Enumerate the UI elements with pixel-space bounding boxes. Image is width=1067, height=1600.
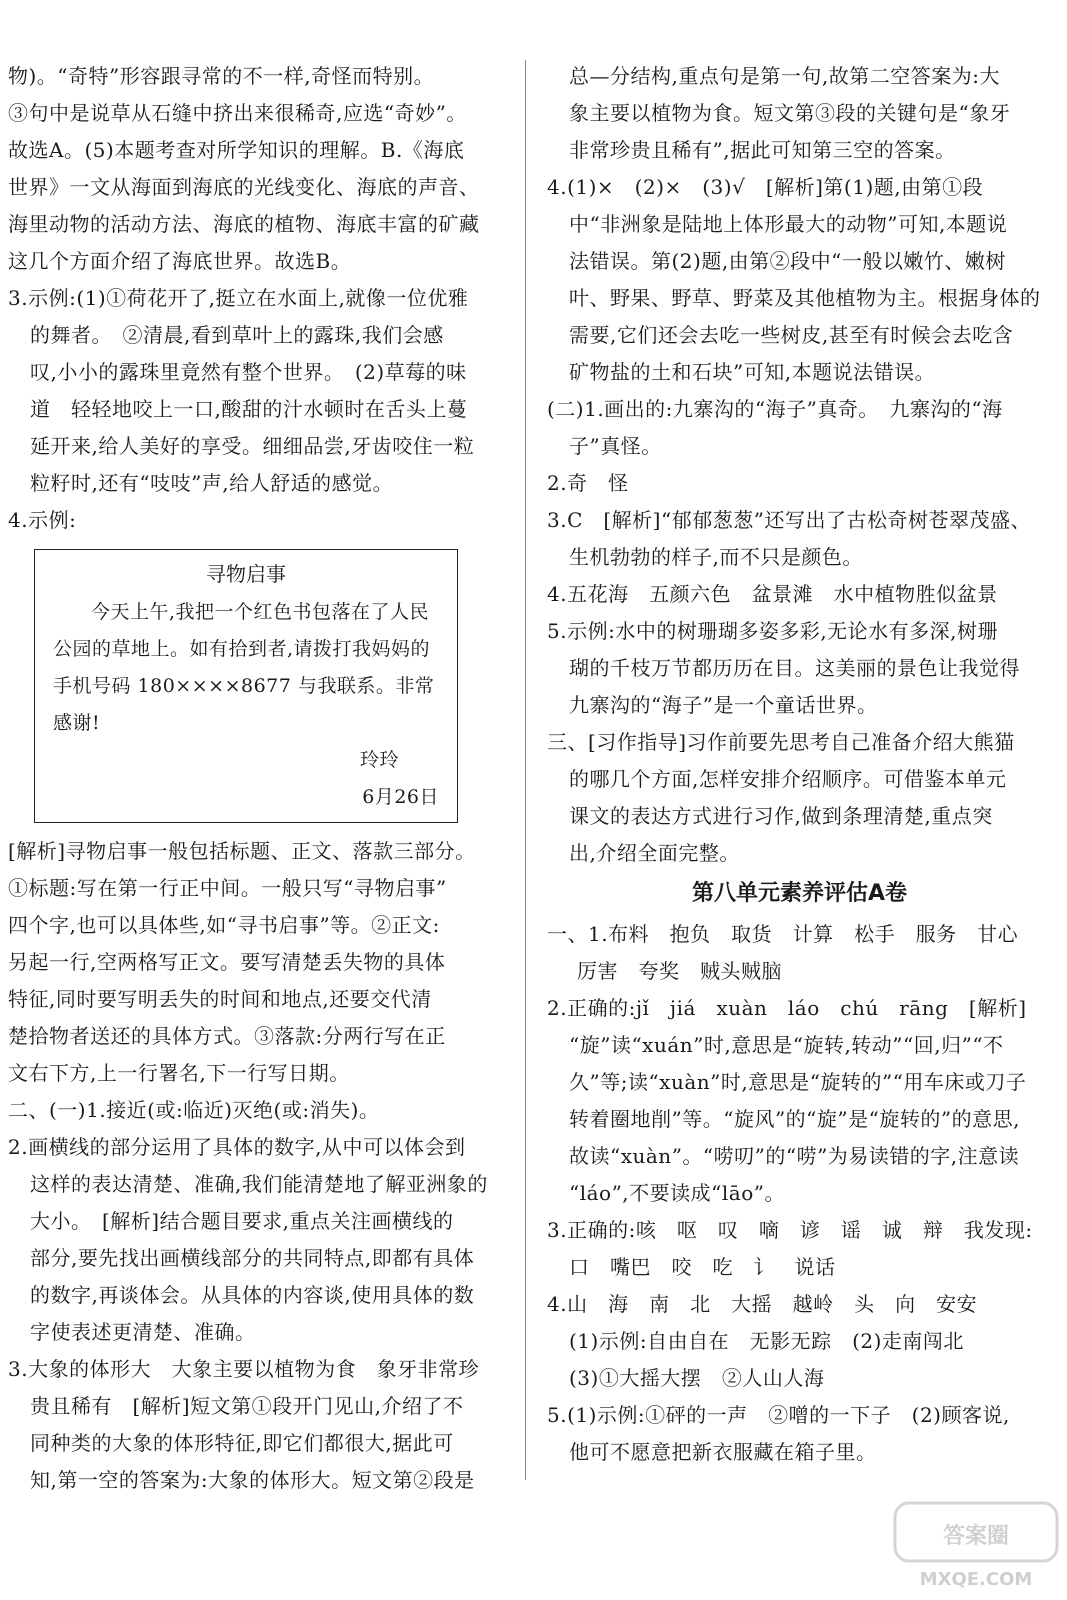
text-line: 一、1.布料 抱负 取货 计算 松手 服务 甘心: [547, 922, 1019, 946]
text-line: 3.示例:(1)①荷花开了,挺立在水面上,就像一位优雅: [8, 286, 469, 310]
text-line: 故读“xuàn”。“唠叨”的“唠”为易读错的字,注意读: [569, 1144, 1020, 1168]
notice-line: 感谢!: [53, 712, 101, 734]
text-line: 出,介绍全面完整。: [569, 841, 740, 865]
text-line: 粒籽时,还有“吱吱”声,给人舒适的感觉。: [30, 471, 394, 495]
text-line: 4.示例:: [8, 508, 77, 532]
text-line: 同种类的大象的体形特征,即它们都很大,据此可: [30, 1431, 454, 1455]
text-line: 总—分结构,重点句是第一句,故第二空答案为:大: [569, 64, 1000, 88]
notice-line: 公园的草地上。如有拾到者,请拨打我妈妈的: [53, 638, 431, 660]
text-line: 四个字,也可以具体些,如“寻书启事”等。②正文:: [8, 913, 440, 937]
left-column: [8, 58, 508, 1499]
text-line: 口 嘴巴 咬 吃 讠 说话: [569, 1255, 836, 1279]
text-line: 知,第一空的答案为:大象的体形大。短文第②段是: [30, 1468, 475, 1492]
text-line: 另起一行,空两格写正文。要写清楚丢失物的具体: [8, 950, 446, 974]
text-line: “láo”,不要读成“lāo”。: [569, 1181, 785, 1205]
text-line: 部分,要先找出画横线部分的共同特点,即都有具体: [30, 1246, 475, 1270]
text-line: 子”真怪。: [569, 434, 662, 458]
text-line: 生机勃勃的样子,而不只是颜色。: [569, 545, 863, 569]
notice-date: 6月26日: [362, 786, 439, 808]
right-column: [547, 58, 1052, 1471]
text-line: ③句中是说草从石缝中挤出来很稀奇,应选“奇妙”。: [8, 101, 467, 125]
text-line: ①标题:写在第一行正中间。一般只写“寻物启事”: [8, 876, 447, 900]
text-line: 二、(一)1.接近(或:临近)灭绝(或:消失)。: [8, 1098, 380, 1122]
text-line: 的数字,再谈体会。从具体的内容谈,使用具体的数: [30, 1283, 475, 1307]
lost-item-notice-box: [34, 549, 458, 823]
text-line: 厉害 夸奖 贼头贼脑: [577, 959, 782, 983]
text-line: 4.(1)× (2)× (3)√ [解析]第(1)题,由第①段: [547, 175, 984, 199]
notice-line: 手机号码 180××××8677 与我联系。非常: [53, 675, 435, 697]
text-line: (二)1.画出的:九寨沟的“海子”真奇。 九寨沟的“海: [547, 397, 1003, 421]
text-line: 2.正确的:jǐ jiá xuàn láo chú rāng [解析]: [547, 996, 1027, 1020]
text-line: 延开来,给人美好的享受。细细品尝,牙齿咬住一粒: [30, 434, 475, 458]
text-line: 物)。“奇特”形容跟寻常的不一样,奇怪而特别。: [8, 64, 435, 88]
text-line: 楚拾物者送还的具体方式。③落款:分两行写在正: [8, 1024, 446, 1048]
text-line: 他可不愿意把新衣服藏在箱子里。: [569, 1440, 877, 1464]
watermark-brand: 答案圈: [942, 1524, 1010, 1549]
text-line: 叶、野果、野草、野菜及其他植物为主。根据身体的: [569, 286, 1041, 310]
text-line: 大小。 [解析]结合题目要求,重点关注画横线的: [30, 1209, 454, 1233]
text-line: 转着圈地削”等。“旋风”的“旋”是“旋转的”的意思,: [569, 1107, 1020, 1131]
watermark-url: MXQE.COM: [919, 1569, 1033, 1590]
text-line: 4.山 海 南 北 大摇 越岭 头 向 安安: [547, 1292, 978, 1316]
text-line: 2.画横线的部分运用了具体的数字,从中可以体会到: [8, 1135, 466, 1159]
watermark-logo: [891, 1499, 1061, 1594]
text-line: 瑚的千枝万节都历历在目。这美丽的景色让我觉得: [569, 656, 1020, 680]
text-line: 法错误。第(2)题,由第②段中“一般以嫩竹、嫩树: [569, 249, 1006, 273]
text-line: 海里动物的活动方法、海底的植物、海底丰富的矿藏: [8, 212, 480, 236]
text-line: 道 轻轻地咬上一口,酸甜的汁水顿时在舌头上蔓: [30, 397, 468, 421]
text-line: 的舞者。 ②清晨,看到草叶上的露珠,我们会感: [30, 323, 444, 347]
text-line: 字使表述更清楚、准确。: [30, 1320, 256, 1344]
text-line: 3.大象的体形大 大象主要以植物为食 象牙非常珍: [8, 1357, 480, 1381]
text-line: 需要,它们还会去吃一些树皮,甚至有时候会去吃含: [569, 323, 1014, 347]
text-line: 九寨沟的“海子”是一个童话世界。: [569, 693, 878, 717]
text-line: 4.五花海 五颜六色 盆景滩 水中植物胜似盆景: [547, 582, 998, 606]
text-line: 久”等;读“xuàn”时,意思是“旋转的”“用车床或刀子: [569, 1070, 1027, 1094]
notice-title: 寻物启事: [206, 562, 286, 586]
text-line: 3.C [解析]“郁郁葱葱”还写出了古松奇树苍翠茂盛、: [547, 508, 1031, 532]
column-divider: [525, 60, 526, 1480]
text-line: “旋”读“xuán”时,意思是“旋转,转动”“回,归”“不: [569, 1033, 1004, 1057]
text-line: 故选A。(5)本题考查对所学知识的理解。B.《海底: [8, 138, 465, 162]
text-line: 贵且稀有 [解析]短文第①段开门见山,介绍了不: [30, 1394, 464, 1418]
text-line: 5.(1)示例:①砰的一声 ②噌的一下子 (2)顾客说,: [547, 1403, 1010, 1427]
text-line: 三、[习作指导]习作前要先思考自己准备介绍大熊猫: [547, 730, 1015, 754]
text-line: [解析]寻物启事一般包括标题、正文、落款三部分。: [8, 839, 476, 863]
text-line: 特征,同时要写明丢失的时间和地点,还要交代清: [8, 987, 432, 1011]
text-line: 矿物盐的土和石块”可知,本题说法错误。: [569, 360, 936, 384]
notice-line: 今天上午,我把一个红色书包落在了人民: [91, 601, 430, 623]
text-line: 世界》一文从海面到海底的光线变化、海底的声音、: [8, 175, 480, 199]
text-line: 3.正确的:咳 呕 叹 嘀 谚 谣 诚 辩 我发现:: [547, 1218, 1033, 1242]
text-line: (1)示例:自由自在 无影无踪 (2)走南闯北: [569, 1329, 964, 1353]
text-line: 非常珍贵且稀有”,据此可知第三空的答案。: [569, 138, 956, 162]
text-line: 5.示例:水中的树珊瑚多姿多彩,无论水有多深,树珊: [547, 619, 999, 643]
text-line: 2.奇 怪: [547, 471, 629, 495]
section-heading: 第八单元素养评估A卷: [691, 881, 908, 906]
text-line: 中“非洲象是陆地上体形最大的动物”可知,本题说: [569, 212, 1008, 236]
text-line: 这几个方面介绍了海底世界。故选B。: [8, 249, 352, 273]
text-line: (3)①大摇大摆 ②人山人海: [569, 1366, 825, 1390]
text-line: 文右下方,上一行署名,下一行写日期。: [8, 1061, 350, 1085]
text-line: 象主要以植物为食。短文第③段的关键句是“象牙: [569, 101, 1011, 125]
text-line: 课文的表达方式进行习作,做到条理清楚,重点突: [569, 804, 993, 828]
text-line: 的哪几个方面,怎样安排介绍顺序。可借鉴本单元: [569, 767, 1007, 791]
text-line: 叹,小小的露珠里竟然有整个世界。 (2)草莓的味: [30, 360, 467, 384]
text-line: 这样的表达清楚、准确,我们能清楚地了解亚洲象的: [30, 1172, 488, 1196]
notice-signature: 玲玲: [359, 749, 399, 771]
